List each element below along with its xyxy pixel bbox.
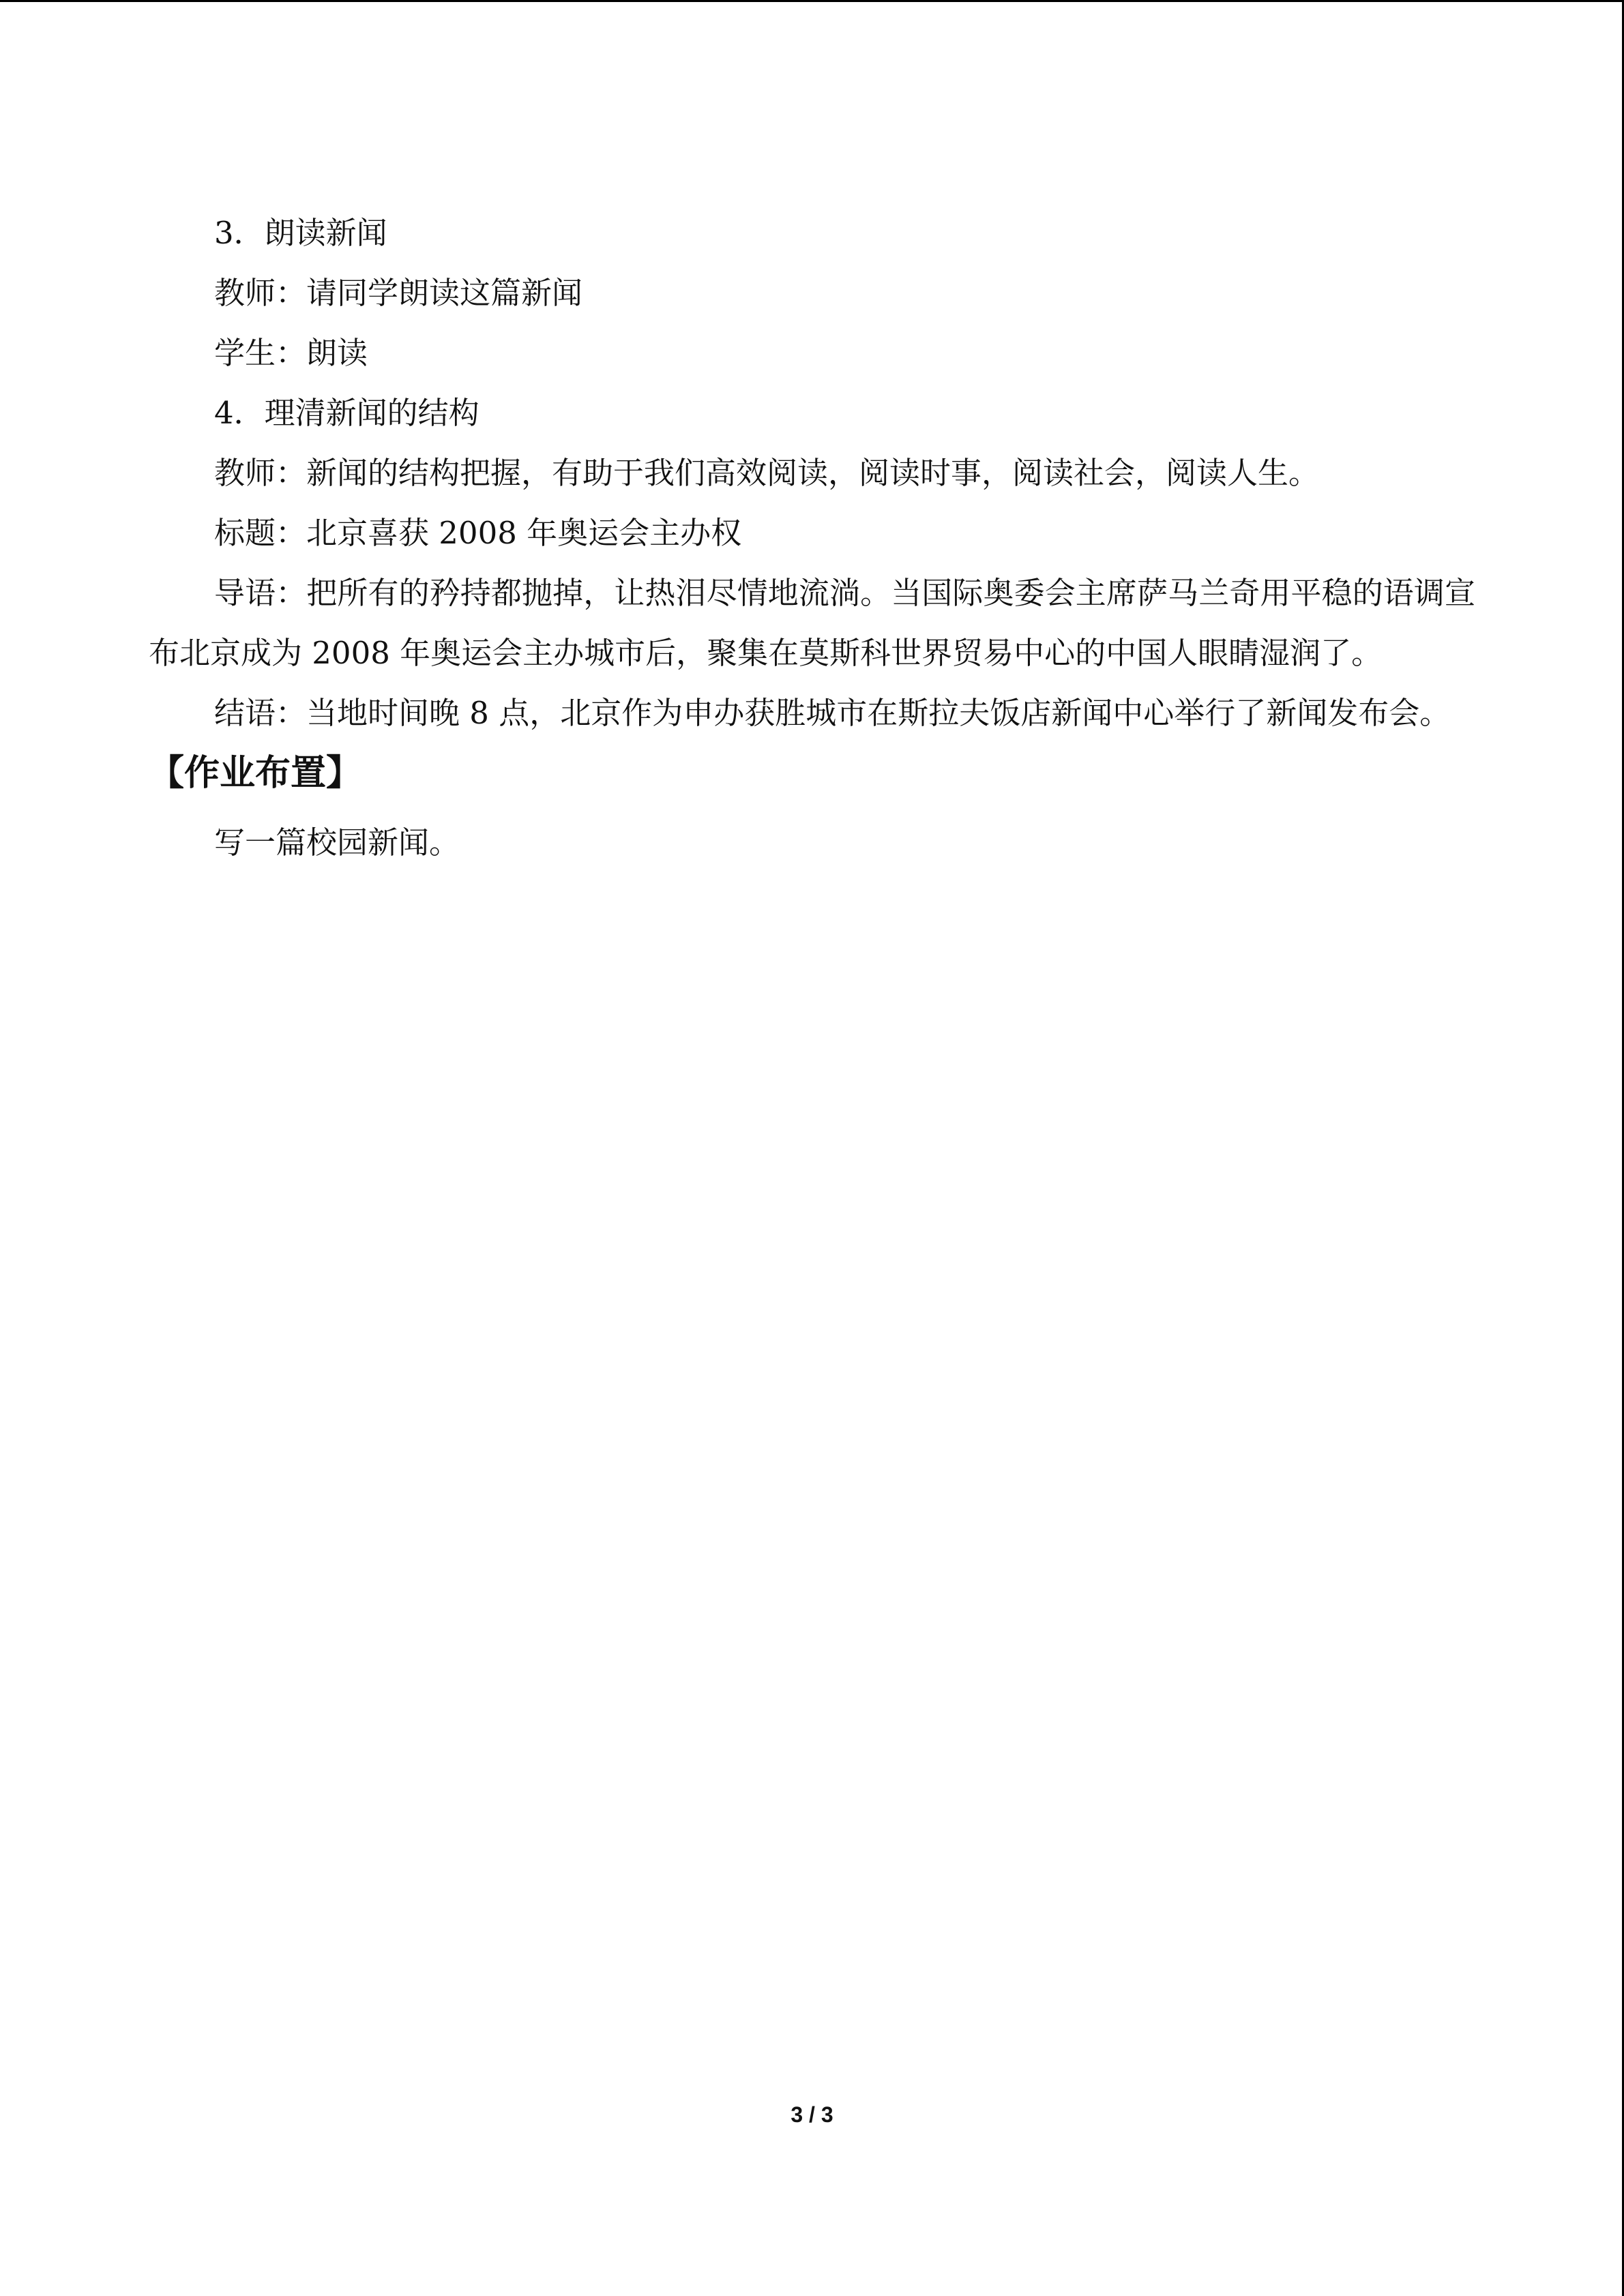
page-number: 3 / 3 xyxy=(791,2102,833,2127)
news-lead-paragraph: 导语：把所有的矜持都抛掉，让热泪尽情地流淌。当国际奥委会主席萨马兰奇用平稳的语调宣布北京成为 2008 年奥运会主办城市后，聚集在莫斯科世界贸易中心的中国人眼睛湿润了。 xyxy=(149,575,1475,671)
step-4-structure: 4．理清新闻的结构 xyxy=(214,395,479,431)
step-3-read-news: 3．朗读新闻 xyxy=(214,215,387,251)
news-title-line: 标题：北京喜获 2008 年奥运会主办权 xyxy=(214,515,742,551)
teacher-line-structure: 教师：新闻的结构把握，有助于我们高效阅读，阅读时事，阅读社会，阅读人生。 xyxy=(214,455,1320,491)
homework-heading: 【作业布置】 xyxy=(149,753,362,794)
homework-text: 写一篇校园新闻。 xyxy=(214,824,460,861)
news-conclusion-paragraph: 结语：当地时间晚 8 点，北京作为申办获胜城市在斯拉夫饭店新闻中心举行了新闻发布会。 xyxy=(214,695,1451,731)
document-body xyxy=(149,203,1475,873)
teacher-line-read: 教师：请同学朗读这篇新闻 xyxy=(214,275,583,311)
student-line-read: 学生：朗读 xyxy=(214,335,368,371)
